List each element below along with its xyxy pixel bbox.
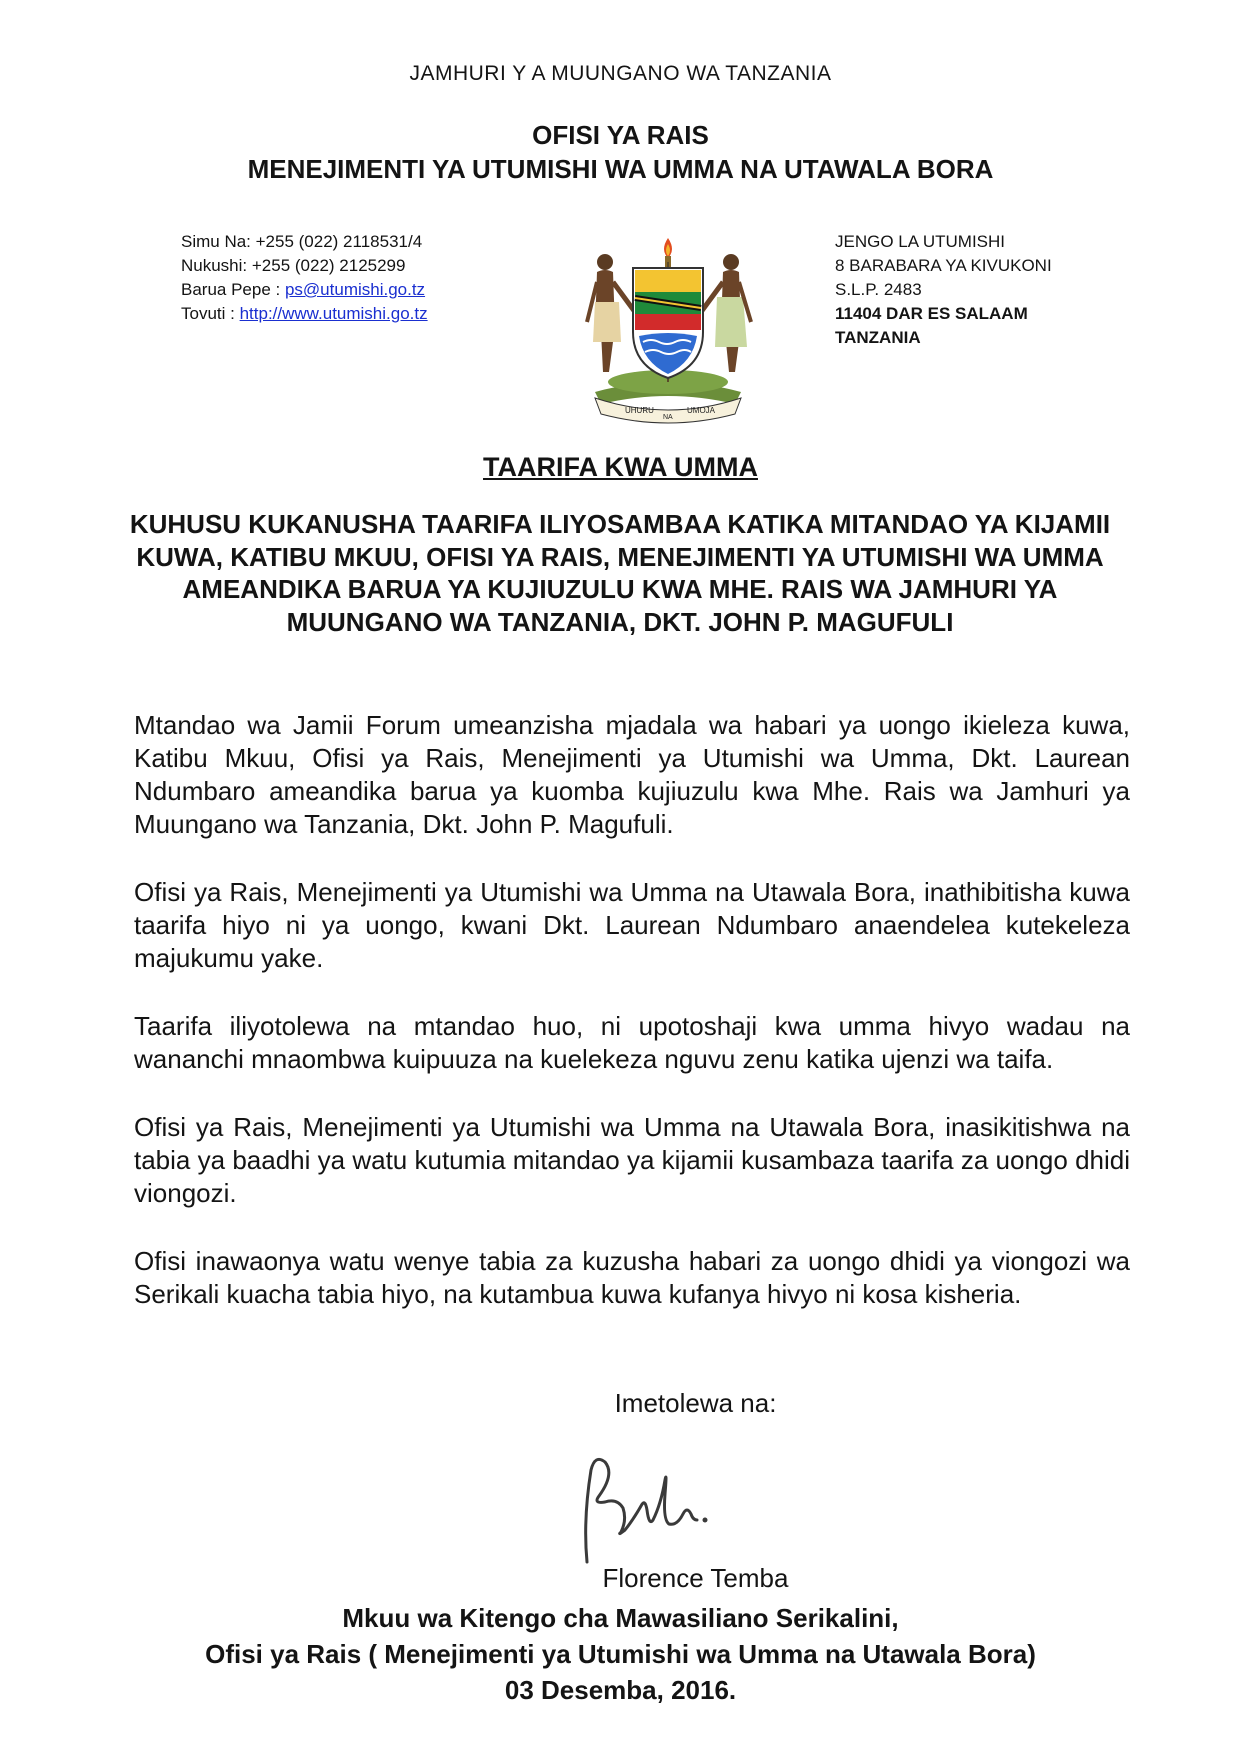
website-link[interactable]: http://www.utumishi.go.tz	[239, 304, 428, 323]
signer-title-line2: Ofisi ya Rais ( Menejimenti ya Utumishi wa Umma na Utawala Bora)	[205, 1639, 1036, 1669]
website-label: Tovuti :	[181, 304, 240, 323]
paragraph: Mtandao wa Jamii Forum umeanzisha mjadala wa habari ya uongo ikieleza kuwa, Katibu Mkuu, Ofisi ya Rais, Menejimenti ya Utumishi wa Umma, Dkt. Laurean Ndumbaro ameandika barua ya kuomba kujiuzulu kwa Mhe. Rais wa Jamhuri ya Muungano wa Tanzania, Dkt. John P. Magufuli.	[134, 710, 1130, 839]
building-name: JENGO LA UTUMISHI	[835, 232, 1006, 251]
svg-text:UMOJA: UMOJA	[687, 406, 715, 415]
paragraph: Ofisi ya Rais, Menejimenti ya Utumishi wa Umma na Utawala Bora, inathibitisha kuwa taarifa hiyo ni ya uongo, kwani Dkt. Laurean Ndumbaro anaendelea kutekeleza majukumu yake.	[134, 877, 1130, 973]
country-name: TANZANIA	[835, 328, 921, 347]
notice-body	[134, 709, 1130, 1346]
office-heading	[0, 118, 1241, 186]
signature-icon	[565, 1440, 725, 1570]
fax-number: Nukushi: +255 (022) 2125299	[181, 256, 406, 275]
svg-text:NA: NA	[663, 414, 673, 421]
office-heading-line1: OFISI YA RAIS	[532, 120, 709, 150]
coat-of-arms-icon	[575, 232, 761, 424]
notice-title: TAARIFA KWA UMMA	[483, 452, 758, 482]
office-heading-line2: MENEJIMENTI YA UTUMISHI WA UMMA NA UTAWALA BORA	[247, 154, 994, 184]
country-heading: JAMHURI Y A MUUNGANO WA TANZANIA	[409, 62, 832, 85]
email-line	[181, 278, 428, 302]
city: 11404 DAR ES SALAAM	[835, 304, 1028, 323]
contact-block-right	[835, 230, 1052, 350]
email-link[interactable]: ps@utumishi.go.tz	[284, 280, 426, 299]
contact-block-left	[181, 230, 428, 326]
paragraph: Ofisi ya Rais, Menejimenti ya Utumishi wa Umma na Utawala Bora, inasikitishwa na tabia ya baadhi ya watu kutumia mitandao ya kijamii kusambaza taarifa za uongo dhidi viongozi.	[134, 1112, 1130, 1208]
signer-name: Florence Temba	[602, 1563, 789, 1593]
paragraph: Taarifa iliyotolewa na mtandao huo, ni upotoshaji kwa umma hivyo wadau na wananchi mnaombwa kuipuuza na kuelekeza nguvu zenu katika ujenzi wa taifa.	[134, 1011, 1130, 1074]
signer-title	[0, 1600, 1241, 1708]
paragraph: Ofisi inawaonya watu wenye tabia za kuzusha habari za uongo dhidi ya viongozi wa Serikali kuacha tabia hiyo, na kutambua kuwa kufanya hivyo ni kosa kisheria.	[134, 1246, 1130, 1309]
website-line	[181, 302, 428, 326]
signer-title-line1: Mkuu wa Kitengo cha Mawasiliano Serikalini,	[342, 1603, 899, 1633]
street-address: 8 BARABARA YA KIVUKONI	[835, 256, 1052, 275]
svg-text:UHURU: UHURU	[625, 406, 654, 415]
notice-subject: KUHUSU KUKANUSHA TAARIFA ILIYOSAMBAA KATIKA MITANDAO YA KIJAMII KUWA, KATIBU MKUU, OFISI YA RAIS, MENEJIMENTI YA UTUMISHI WA UMMA AMEANDIKA BARUA YA KUJIUZULU KWA MHE. RAIS WA JAMHURI YA MUUNGANO WA TANZANIA, DKT. JOHN P. MAGUFULI	[129, 509, 1111, 637]
po-box: S.L.P. 2483	[835, 280, 922, 299]
email-label: Barua Pepe :	[181, 280, 285, 299]
issued-by-label: Imetolewa na:	[614, 1388, 777, 1418]
phone-number: Simu Na: +255 (022) 2118531/4	[181, 232, 423, 251]
release-date: 03 Desemba, 2016.	[504, 1675, 737, 1705]
